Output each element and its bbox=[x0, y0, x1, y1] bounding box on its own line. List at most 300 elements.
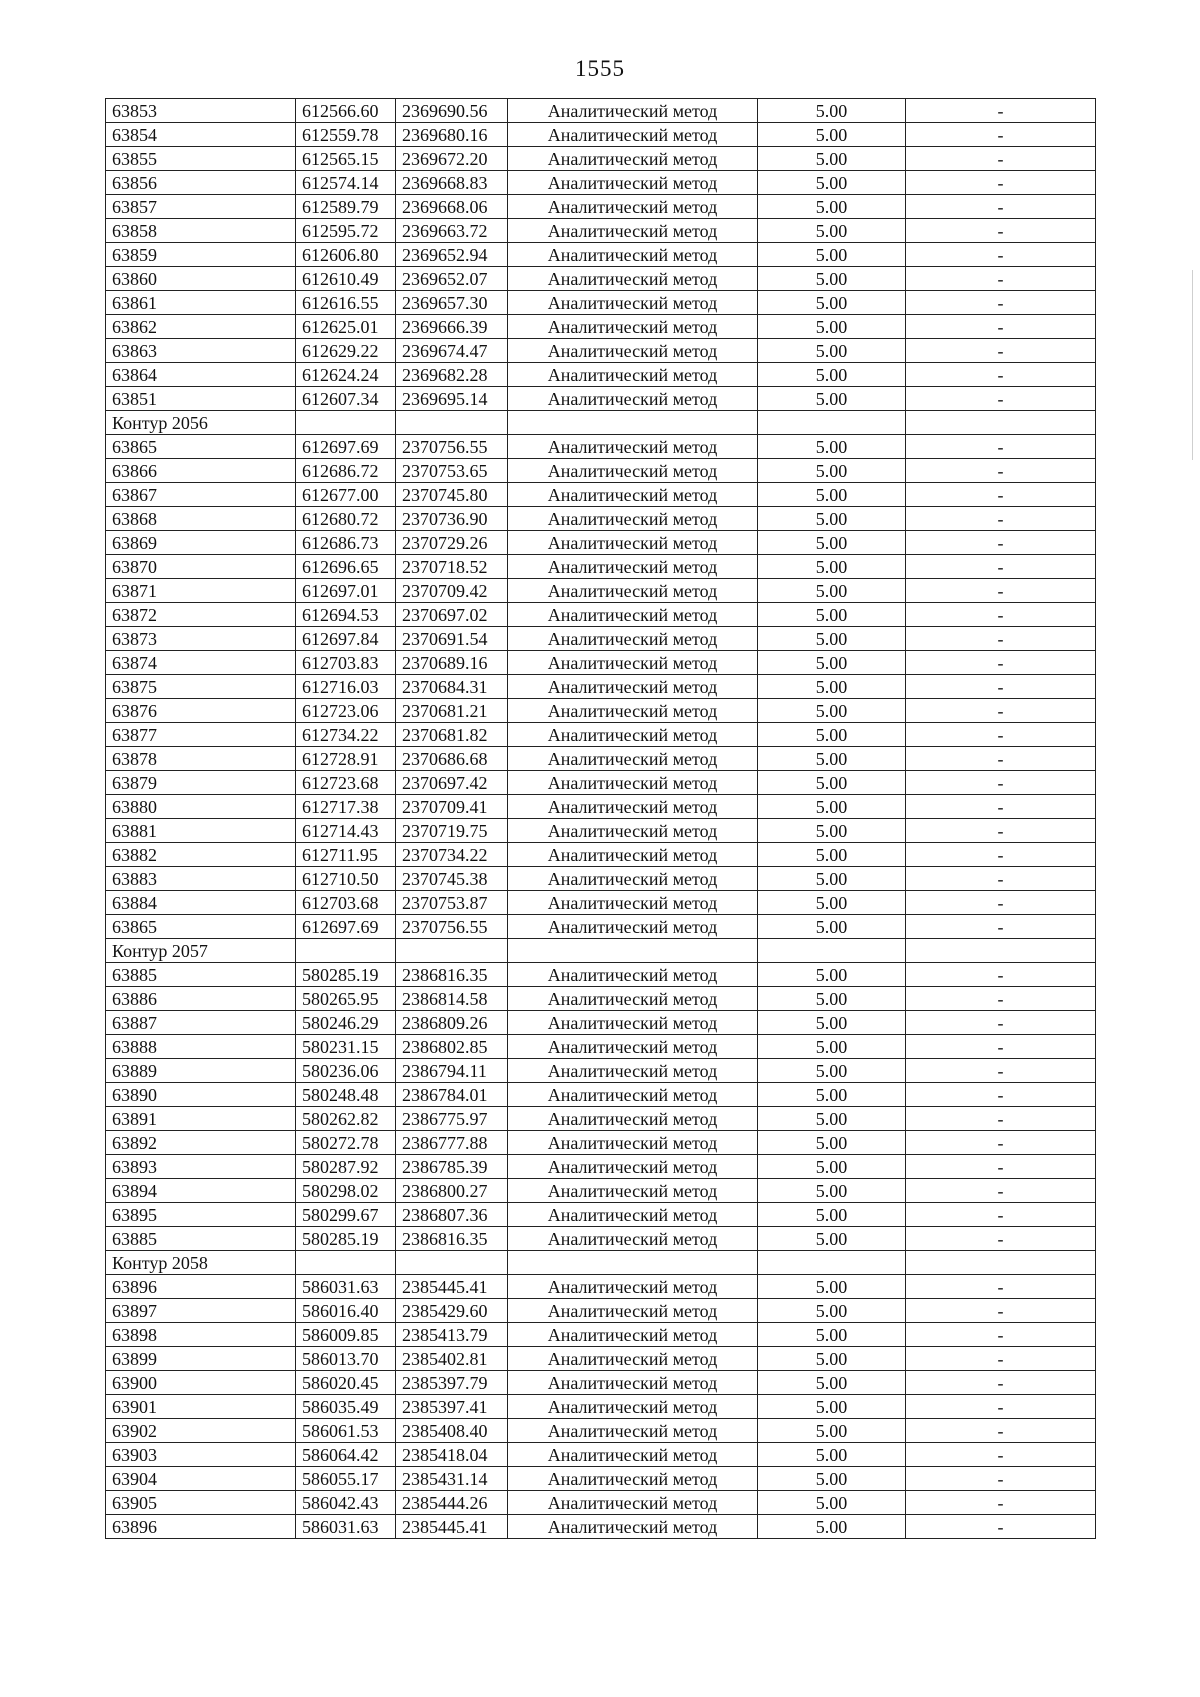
method-cell: Аналитический метод bbox=[508, 339, 758, 363]
note-cell: - bbox=[906, 891, 1096, 915]
point-number: 63866 bbox=[106, 459, 296, 483]
table-row bbox=[106, 1155, 1096, 1179]
table-row bbox=[106, 1371, 1096, 1395]
table-row bbox=[106, 219, 1096, 243]
empty-cell bbox=[758, 1251, 906, 1275]
method-cell: Аналитический метод bbox=[508, 483, 758, 507]
point-number: 63885 bbox=[106, 1227, 296, 1251]
empty-cell bbox=[906, 1251, 1096, 1275]
table-row bbox=[106, 1515, 1096, 1539]
precision-cell: 5.00 bbox=[758, 675, 906, 699]
y-coordinate: 2370756.55 bbox=[396, 435, 508, 459]
y-coordinate: 2370684.31 bbox=[396, 675, 508, 699]
note-cell: - bbox=[906, 579, 1096, 603]
point-number: 63904 bbox=[106, 1467, 296, 1491]
table-row bbox=[106, 1059, 1096, 1083]
method-cell: Аналитический метод bbox=[508, 891, 758, 915]
point-number: 63878 bbox=[106, 747, 296, 771]
x-coordinate: 586020.45 bbox=[296, 1371, 396, 1395]
x-coordinate: 612716.03 bbox=[296, 675, 396, 699]
note-cell: - bbox=[906, 1203, 1096, 1227]
method-cell: Аналитический метод bbox=[508, 435, 758, 459]
method-cell: Аналитический метод bbox=[508, 1083, 758, 1107]
y-coordinate: 2370681.21 bbox=[396, 699, 508, 723]
precision-cell: 5.00 bbox=[758, 1203, 906, 1227]
table-row bbox=[106, 123, 1096, 147]
precision-cell: 5.00 bbox=[758, 267, 906, 291]
table-row bbox=[106, 1227, 1096, 1251]
precision-cell: 5.00 bbox=[758, 1515, 906, 1539]
precision-cell: 5.00 bbox=[758, 1395, 906, 1419]
empty-cell bbox=[296, 1251, 396, 1275]
y-coordinate: 2386816.35 bbox=[396, 1227, 508, 1251]
method-cell: Аналитический метод bbox=[508, 1443, 758, 1467]
x-coordinate: 612624.24 bbox=[296, 363, 396, 387]
x-coordinate: 580272.78 bbox=[296, 1131, 396, 1155]
contour-label: Контур 2056 bbox=[106, 411, 296, 435]
point-number: 63886 bbox=[106, 987, 296, 1011]
method-cell: Аналитический метод bbox=[508, 1515, 758, 1539]
note-cell: - bbox=[906, 1371, 1096, 1395]
method-cell: Аналитический метод bbox=[508, 1179, 758, 1203]
point-number: 63856 bbox=[106, 171, 296, 195]
precision-cell: 5.00 bbox=[758, 387, 906, 411]
method-cell: Аналитический метод bbox=[508, 867, 758, 891]
y-coordinate: 2370756.55 bbox=[396, 915, 508, 939]
note-cell: - bbox=[906, 723, 1096, 747]
table-row bbox=[106, 195, 1096, 219]
x-coordinate: 586031.63 bbox=[296, 1275, 396, 1299]
x-coordinate: 612697.69 bbox=[296, 915, 396, 939]
x-coordinate: 586031.63 bbox=[296, 1515, 396, 1539]
method-cell: Аналитический метод bbox=[508, 1467, 758, 1491]
x-coordinate: 612574.14 bbox=[296, 171, 396, 195]
point-number: 63888 bbox=[106, 1035, 296, 1059]
y-coordinate: 2369652.07 bbox=[396, 267, 508, 291]
table-row bbox=[106, 1179, 1096, 1203]
y-coordinate: 2370697.02 bbox=[396, 603, 508, 627]
y-coordinate: 2370729.26 bbox=[396, 531, 508, 555]
y-coordinate: 2385413.79 bbox=[396, 1323, 508, 1347]
precision-cell: 5.00 bbox=[758, 219, 906, 243]
method-cell: Аналитический метод bbox=[508, 1107, 758, 1131]
point-number: 63870 bbox=[106, 555, 296, 579]
point-number: 63891 bbox=[106, 1107, 296, 1131]
table-row bbox=[106, 1419, 1096, 1443]
x-coordinate: 612686.72 bbox=[296, 459, 396, 483]
point-number: 63867 bbox=[106, 483, 296, 507]
y-coordinate: 2386809.26 bbox=[396, 1011, 508, 1035]
y-coordinate: 2369666.39 bbox=[396, 315, 508, 339]
method-cell: Аналитический метод bbox=[508, 99, 758, 123]
precision-cell: 5.00 bbox=[758, 963, 906, 987]
table-row bbox=[106, 99, 1096, 123]
point-number: 63858 bbox=[106, 219, 296, 243]
x-coordinate: 580262.82 bbox=[296, 1107, 396, 1131]
x-coordinate: 580231.15 bbox=[296, 1035, 396, 1059]
x-coordinate: 612723.06 bbox=[296, 699, 396, 723]
precision-cell: 5.00 bbox=[758, 1419, 906, 1443]
point-number: 63854 bbox=[106, 123, 296, 147]
y-coordinate: 2385445.41 bbox=[396, 1275, 508, 1299]
y-coordinate: 2370689.16 bbox=[396, 651, 508, 675]
x-coordinate: 586035.49 bbox=[296, 1395, 396, 1419]
method-cell: Аналитический метод bbox=[508, 1131, 758, 1155]
note-cell: - bbox=[906, 1467, 1096, 1491]
note-cell: - bbox=[906, 651, 1096, 675]
method-cell: Аналитический метод bbox=[508, 555, 758, 579]
table-row bbox=[106, 339, 1096, 363]
precision-cell: 5.00 bbox=[758, 1059, 906, 1083]
empty-cell bbox=[396, 411, 508, 435]
point-number: 63889 bbox=[106, 1059, 296, 1083]
method-cell: Аналитический метод bbox=[508, 651, 758, 675]
note-cell: - bbox=[906, 867, 1096, 891]
y-coordinate: 2386800.27 bbox=[396, 1179, 508, 1203]
table-row bbox=[106, 363, 1096, 387]
table-row bbox=[106, 1131, 1096, 1155]
precision-cell: 5.00 bbox=[758, 1227, 906, 1251]
y-coordinate: 2370736.90 bbox=[396, 507, 508, 531]
y-coordinate: 2369682.28 bbox=[396, 363, 508, 387]
precision-cell: 5.00 bbox=[758, 819, 906, 843]
table-row bbox=[106, 1083, 1096, 1107]
y-coordinate: 2386785.39 bbox=[396, 1155, 508, 1179]
x-coordinate: 612714.43 bbox=[296, 819, 396, 843]
method-cell: Аналитический метод bbox=[508, 147, 758, 171]
note-cell: - bbox=[906, 435, 1096, 459]
table-row bbox=[106, 627, 1096, 651]
precision-cell: 5.00 bbox=[758, 99, 906, 123]
x-coordinate: 612566.60 bbox=[296, 99, 396, 123]
table-row bbox=[106, 147, 1096, 171]
table-row bbox=[106, 435, 1096, 459]
point-number: 63876 bbox=[106, 699, 296, 723]
y-coordinate: 2386802.85 bbox=[396, 1035, 508, 1059]
note-cell: - bbox=[906, 603, 1096, 627]
method-cell: Аналитический метод bbox=[508, 171, 758, 195]
x-coordinate: 612703.83 bbox=[296, 651, 396, 675]
precision-cell: 5.00 bbox=[758, 339, 906, 363]
point-number: 63859 bbox=[106, 243, 296, 267]
method-cell: Аналитический метод bbox=[508, 507, 758, 531]
page-number: 1555 bbox=[575, 56, 625, 81]
x-coordinate: 612629.22 bbox=[296, 339, 396, 363]
method-cell: Аналитический метод bbox=[508, 1491, 758, 1515]
table-row bbox=[106, 291, 1096, 315]
precision-cell: 5.00 bbox=[758, 891, 906, 915]
empty-cell bbox=[396, 939, 508, 963]
x-coordinate: 612717.38 bbox=[296, 795, 396, 819]
note-cell: - bbox=[906, 1515, 1096, 1539]
precision-cell: 5.00 bbox=[758, 915, 906, 939]
note-cell: - bbox=[906, 363, 1096, 387]
point-number: 63881 bbox=[106, 819, 296, 843]
method-cell: Аналитический метод bbox=[508, 1419, 758, 1443]
method-cell: Аналитический метод bbox=[508, 723, 758, 747]
point-number: 63853 bbox=[106, 99, 296, 123]
method-cell: Аналитический метод bbox=[508, 1299, 758, 1323]
y-coordinate: 2370697.42 bbox=[396, 771, 508, 795]
table-row bbox=[106, 1467, 1096, 1491]
y-coordinate: 2370753.65 bbox=[396, 459, 508, 483]
precision-cell: 5.00 bbox=[758, 1179, 906, 1203]
precision-cell: 5.00 bbox=[758, 147, 906, 171]
empty-cell bbox=[396, 1251, 508, 1275]
table-row bbox=[106, 483, 1096, 507]
precision-cell: 5.00 bbox=[758, 699, 906, 723]
note-cell: - bbox=[906, 771, 1096, 795]
method-cell: Аналитический метод bbox=[508, 291, 758, 315]
note-cell: - bbox=[906, 915, 1096, 939]
method-cell: Аналитический метод bbox=[508, 267, 758, 291]
table-row bbox=[106, 1443, 1096, 1467]
precision-cell: 5.00 bbox=[758, 291, 906, 315]
method-cell: Аналитический метод bbox=[508, 699, 758, 723]
precision-cell: 5.00 bbox=[758, 603, 906, 627]
method-cell: Аналитический метод bbox=[508, 987, 758, 1011]
point-number: 63857 bbox=[106, 195, 296, 219]
note-cell: - bbox=[906, 387, 1096, 411]
x-coordinate: 612595.72 bbox=[296, 219, 396, 243]
point-number: 63899 bbox=[106, 1347, 296, 1371]
point-number: 63877 bbox=[106, 723, 296, 747]
note-cell: - bbox=[906, 99, 1096, 123]
method-cell: Аналитический метод bbox=[508, 1035, 758, 1059]
x-coordinate: 612703.68 bbox=[296, 891, 396, 915]
note-cell: - bbox=[906, 459, 1096, 483]
x-coordinate: 586064.42 bbox=[296, 1443, 396, 1467]
y-coordinate: 2385431.14 bbox=[396, 1467, 508, 1491]
method-cell: Аналитический метод bbox=[508, 843, 758, 867]
note-cell: - bbox=[906, 675, 1096, 699]
method-cell: Аналитический метод bbox=[508, 819, 758, 843]
x-coordinate: 612728.91 bbox=[296, 747, 396, 771]
precision-cell: 5.00 bbox=[758, 1035, 906, 1059]
precision-cell: 5.00 bbox=[758, 483, 906, 507]
point-number: 63871 bbox=[106, 579, 296, 603]
table-row bbox=[106, 1107, 1096, 1131]
y-coordinate: 2370709.42 bbox=[396, 579, 508, 603]
precision-cell: 5.00 bbox=[758, 651, 906, 675]
empty-cell bbox=[758, 411, 906, 435]
point-number: 63896 bbox=[106, 1275, 296, 1299]
y-coordinate: 2370753.87 bbox=[396, 891, 508, 915]
note-cell: - bbox=[906, 1155, 1096, 1179]
note-cell: - bbox=[906, 315, 1096, 339]
method-cell: Аналитический метод bbox=[508, 363, 758, 387]
precision-cell: 5.00 bbox=[758, 579, 906, 603]
precision-cell: 5.00 bbox=[758, 435, 906, 459]
note-cell: - bbox=[906, 1131, 1096, 1155]
point-number: 63851 bbox=[106, 387, 296, 411]
y-coordinate: 2370686.68 bbox=[396, 747, 508, 771]
table-row bbox=[106, 1347, 1096, 1371]
precision-cell: 5.00 bbox=[758, 507, 906, 531]
method-cell: Аналитический метод bbox=[508, 627, 758, 651]
note-cell: - bbox=[906, 987, 1096, 1011]
x-coordinate: 612711.95 bbox=[296, 843, 396, 867]
contour-header-row bbox=[106, 939, 1096, 963]
x-coordinate: 580285.19 bbox=[296, 963, 396, 987]
point-number: 63865 bbox=[106, 435, 296, 459]
point-number: 63880 bbox=[106, 795, 296, 819]
precision-cell: 5.00 bbox=[758, 363, 906, 387]
x-coordinate: 586016.40 bbox=[296, 1299, 396, 1323]
precision-cell: 5.00 bbox=[758, 747, 906, 771]
x-coordinate: 612697.01 bbox=[296, 579, 396, 603]
x-coordinate: 580236.06 bbox=[296, 1059, 396, 1083]
note-cell: - bbox=[906, 195, 1096, 219]
note-cell: - bbox=[906, 243, 1096, 267]
method-cell: Аналитический метод bbox=[508, 1059, 758, 1083]
precision-cell: 5.00 bbox=[758, 1107, 906, 1131]
y-coordinate: 2369695.14 bbox=[396, 387, 508, 411]
x-coordinate: 612625.01 bbox=[296, 315, 396, 339]
y-coordinate: 2369668.83 bbox=[396, 171, 508, 195]
precision-cell: 5.00 bbox=[758, 1323, 906, 1347]
note-cell: - bbox=[906, 1227, 1096, 1251]
note-cell: - bbox=[906, 267, 1096, 291]
x-coordinate: 580248.48 bbox=[296, 1083, 396, 1107]
table-row bbox=[106, 1323, 1096, 1347]
x-coordinate: 612697.69 bbox=[296, 435, 396, 459]
y-coordinate: 2385408.40 bbox=[396, 1419, 508, 1443]
y-coordinate: 2370691.54 bbox=[396, 627, 508, 651]
precision-cell: 5.00 bbox=[758, 1347, 906, 1371]
precision-cell: 5.00 bbox=[758, 843, 906, 867]
y-coordinate: 2386777.88 bbox=[396, 1131, 508, 1155]
y-coordinate: 2369668.06 bbox=[396, 195, 508, 219]
x-coordinate: 580298.02 bbox=[296, 1179, 396, 1203]
precision-cell: 5.00 bbox=[758, 1443, 906, 1467]
point-number: 63901 bbox=[106, 1395, 296, 1419]
point-number: 63864 bbox=[106, 363, 296, 387]
table-row bbox=[106, 843, 1096, 867]
x-coordinate: 612680.72 bbox=[296, 507, 396, 531]
method-cell: Аналитический метод bbox=[508, 243, 758, 267]
table-row bbox=[106, 675, 1096, 699]
point-number: 63879 bbox=[106, 771, 296, 795]
note-cell: - bbox=[906, 1323, 1096, 1347]
x-coordinate: 580285.19 bbox=[296, 1227, 396, 1251]
method-cell: Аналитический метод bbox=[508, 1347, 758, 1371]
y-coordinate: 2386775.97 bbox=[396, 1107, 508, 1131]
note-cell: - bbox=[906, 1179, 1096, 1203]
point-number: 63894 bbox=[106, 1179, 296, 1203]
point-number: 63892 bbox=[106, 1131, 296, 1155]
table-row bbox=[106, 1035, 1096, 1059]
table-row bbox=[106, 1203, 1096, 1227]
table-row bbox=[106, 1299, 1096, 1323]
point-number: 63873 bbox=[106, 627, 296, 651]
method-cell: Аналитический метод bbox=[508, 1011, 758, 1035]
note-cell: - bbox=[906, 1011, 1096, 1035]
table-row bbox=[106, 267, 1096, 291]
x-coordinate: 612686.73 bbox=[296, 531, 396, 555]
table-row bbox=[106, 507, 1096, 531]
table-row bbox=[106, 1491, 1096, 1515]
precision-cell: 5.00 bbox=[758, 195, 906, 219]
empty-cell bbox=[906, 939, 1096, 963]
empty-cell bbox=[508, 939, 758, 963]
x-coordinate: 580287.92 bbox=[296, 1155, 396, 1179]
precision-cell: 5.00 bbox=[758, 243, 906, 267]
method-cell: Аналитический метод bbox=[508, 915, 758, 939]
empty-cell bbox=[906, 411, 1096, 435]
y-coordinate: 2370718.52 bbox=[396, 555, 508, 579]
method-cell: Аналитический метод bbox=[508, 1371, 758, 1395]
x-coordinate: 612607.34 bbox=[296, 387, 396, 411]
point-number: 63905 bbox=[106, 1491, 296, 1515]
precision-cell: 5.00 bbox=[758, 795, 906, 819]
method-cell: Аналитический метод bbox=[508, 1227, 758, 1251]
point-number: 63897 bbox=[106, 1299, 296, 1323]
y-coordinate: 2385418.04 bbox=[396, 1443, 508, 1467]
method-cell: Аналитический метод bbox=[508, 747, 758, 771]
point-number: 63872 bbox=[106, 603, 296, 627]
point-number: 63882 bbox=[106, 843, 296, 867]
method-cell: Аналитический метод bbox=[508, 963, 758, 987]
precision-cell: 5.00 bbox=[758, 1011, 906, 1035]
note-cell: - bbox=[906, 1299, 1096, 1323]
x-coordinate: 612696.65 bbox=[296, 555, 396, 579]
table-row bbox=[106, 459, 1096, 483]
point-number: 63896 bbox=[106, 1515, 296, 1539]
precision-cell: 5.00 bbox=[758, 987, 906, 1011]
empty-cell bbox=[508, 1251, 758, 1275]
note-cell: - bbox=[906, 1059, 1096, 1083]
point-number: 63860 bbox=[106, 267, 296, 291]
note-cell: - bbox=[906, 555, 1096, 579]
x-coordinate: 586042.43 bbox=[296, 1491, 396, 1515]
y-coordinate: 2369680.16 bbox=[396, 123, 508, 147]
precision-cell: 5.00 bbox=[758, 1491, 906, 1515]
note-cell: - bbox=[906, 819, 1096, 843]
note-cell: - bbox=[906, 1395, 1096, 1419]
table-row bbox=[106, 819, 1096, 843]
table-row bbox=[106, 171, 1096, 195]
table-row bbox=[106, 555, 1096, 579]
table-row bbox=[106, 867, 1096, 891]
method-cell: Аналитический метод bbox=[508, 579, 758, 603]
point-number: 63869 bbox=[106, 531, 296, 555]
method-cell: Аналитический метод bbox=[508, 1275, 758, 1299]
precision-cell: 5.00 bbox=[758, 123, 906, 147]
x-coordinate: 612734.22 bbox=[296, 723, 396, 747]
contour-header-row bbox=[106, 1251, 1096, 1275]
y-coordinate: 2385429.60 bbox=[396, 1299, 508, 1323]
scan-edge-mark bbox=[1192, 270, 1193, 460]
note-cell: - bbox=[906, 1491, 1096, 1515]
y-coordinate: 2385445.41 bbox=[396, 1515, 508, 1539]
point-number: 63885 bbox=[106, 963, 296, 987]
point-number: 63895 bbox=[106, 1203, 296, 1227]
precision-cell: 5.00 bbox=[758, 459, 906, 483]
precision-cell: 5.00 bbox=[758, 1155, 906, 1179]
note-cell: - bbox=[906, 1443, 1096, 1467]
precision-cell: 5.00 bbox=[758, 1467, 906, 1491]
y-coordinate: 2369672.20 bbox=[396, 147, 508, 171]
point-number: 63903 bbox=[106, 1443, 296, 1467]
note-cell: - bbox=[906, 507, 1096, 531]
y-coordinate: 2386816.35 bbox=[396, 963, 508, 987]
table-row bbox=[106, 699, 1096, 723]
method-cell: Аналитический метод bbox=[508, 1155, 758, 1179]
point-number: 63863 bbox=[106, 339, 296, 363]
x-coordinate: 612589.79 bbox=[296, 195, 396, 219]
table-row bbox=[106, 891, 1096, 915]
